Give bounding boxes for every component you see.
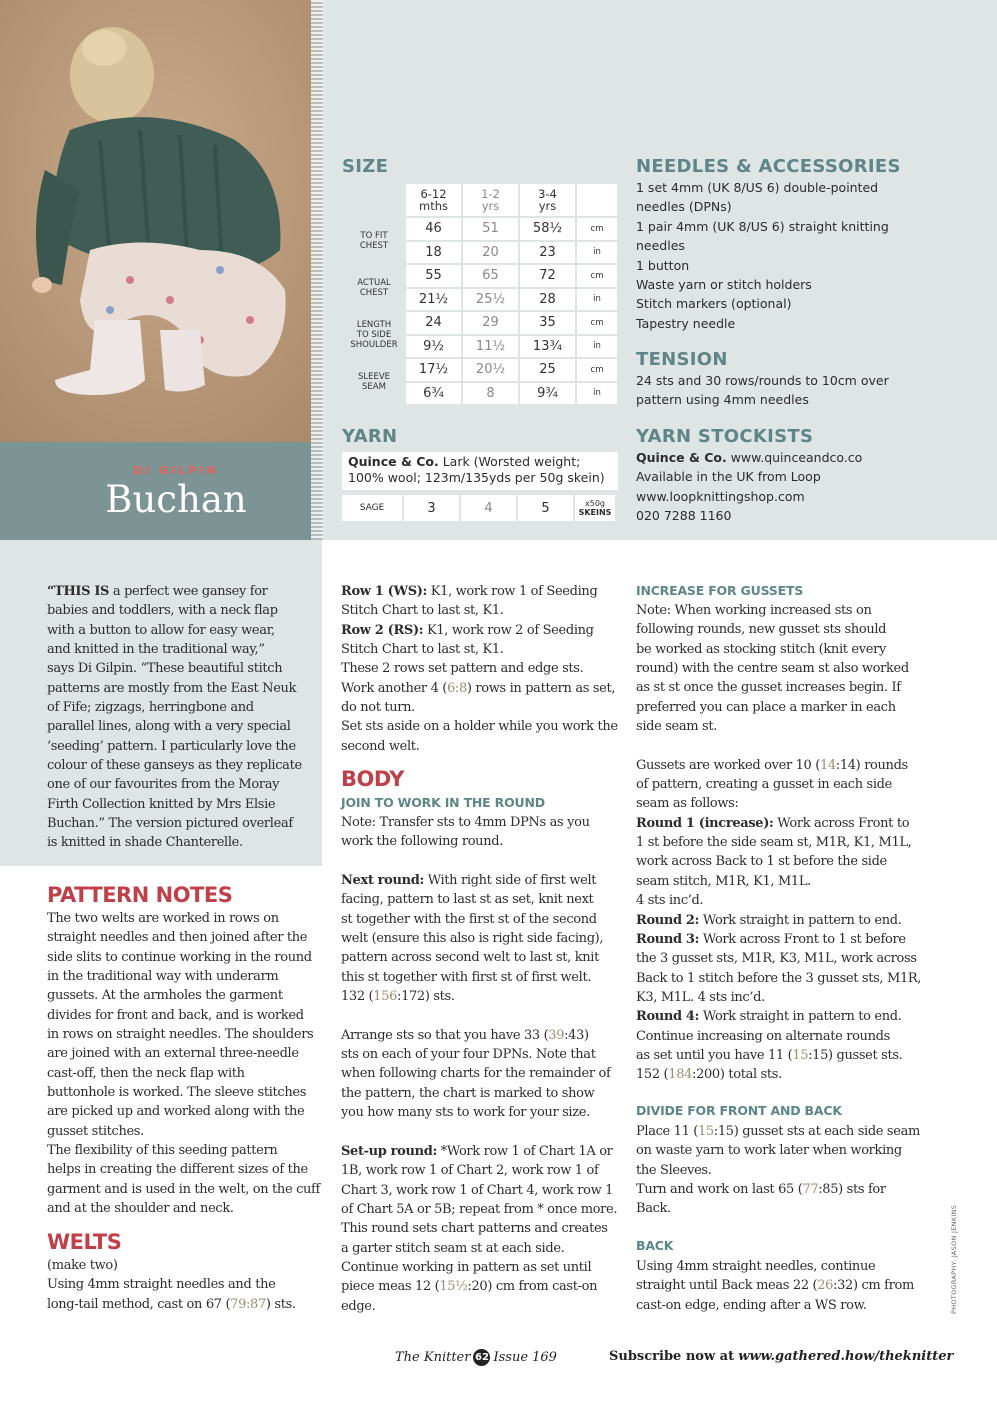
divide-heading: DIVIDE FOR FRONT AND BACK — [636, 1103, 842, 1118]
table-cell: 18 — [406, 242, 461, 264]
text-line: www.loopknittingshop.com — [636, 488, 805, 504]
size-table — [342, 182, 619, 406]
author-name: DI GILPIN — [133, 464, 219, 477]
text-line: ‘seeding’ pattern. I particularly love the — [47, 738, 296, 754]
footer-subscribe: Subscribe now at www.gathered.how/theknitter — [609, 1349, 954, 1364]
text-line: 1 st before the side seam st, M1R, K1, M1L, — [636, 835, 912, 851]
needles-heading: NEEDLES & ACCESSORIES — [636, 156, 901, 177]
text-line: K3, M1L. 4 sts inc’d. — [636, 989, 765, 1005]
table-cell: 11½ — [463, 336, 518, 358]
table-cell: 29 — [463, 312, 518, 334]
size-col-header: 6-12 mths — [406, 184, 461, 216]
tension-text — [636, 371, 926, 410]
list-item: 1 set 4mm (UK 8/US 6) double-pointed — [636, 180, 879, 195]
text-line: 152 (184:200) total sts. — [636, 1067, 782, 1083]
photo-credit: PHOTOGRAPHY: JASON JENKINS — [950, 1204, 958, 1314]
unit-cell: cm — [577, 359, 617, 381]
text-line: seam stitch, M1R, K1, M1L. — [636, 873, 811, 889]
text-line: second welt. — [341, 738, 420, 754]
text-line: as set until you have 11 (15:15) gusset sts. — [636, 1047, 903, 1063]
unit-cell: in — [577, 336, 617, 358]
join-round-heading: JOIN TO WORK IN THE ROUND — [341, 795, 545, 810]
table-cell: 55 — [406, 265, 461, 287]
text-line: you how many sts to work for your size. — [341, 1105, 590, 1121]
text-line: 1B, work row 1 of Chart 2, work row 1 of — [341, 1163, 599, 1179]
unit-cell: x50g SKEINS — [575, 495, 615, 521]
text-line: as st st once the gusset increases begin. If — [636, 680, 901, 696]
text-line: cast-off, then the neck flap with — [47, 1065, 245, 1081]
table-row — [344, 218, 617, 240]
text-line: st together with the first st of the second — [341, 911, 597, 927]
text-line: parallel lines, along with a very special — [47, 719, 291, 735]
text-line: These 2 rows set pattern and edge sts. — [341, 661, 584, 677]
text-line: following rounds, new gusset sts should — [636, 622, 887, 638]
text-line: Row 1 (WS): K1, work row 1 of Seeding — [341, 584, 598, 599]
row-label: LENGTH TO SIDE SHOULDER — [344, 312, 404, 357]
text-line: This round sets chart patterns and creates — [341, 1221, 608, 1237]
text-line: be worked as stocking stitch (knit every — [636, 641, 886, 657]
text-line: edge. — [341, 1298, 376, 1314]
text-line: a garter stitch seam st at each side. — [341, 1240, 565, 1256]
row-label: SLEEVE SEAM — [344, 359, 404, 404]
table-cell: 5 — [518, 495, 573, 521]
text-line: cast-on edge, ending after a WS row. — [636, 1297, 867, 1313]
list-item: needles (DPNs) — [636, 199, 732, 215]
text-line: Quince & Co. www.quinceandco.co — [636, 450, 863, 465]
pattern-notes-text — [47, 909, 322, 1219]
welts-heading: WELTS — [47, 1230, 122, 1254]
text-line: Row 2 (RS): K1, work row 2 of Seeding — [341, 622, 594, 638]
list-item: Waste yarn or stitch holders — [636, 277, 812, 293]
text-line: Round 4: Work straight in pattern to end. — [636, 1009, 902, 1025]
hero-photo — [0, 0, 322, 442]
text-line: 4 sts inc’d. — [636, 893, 704, 909]
table-cell: 46 — [406, 218, 461, 240]
text-line: side seam st. — [636, 719, 718, 735]
stockists-heading: YARN STOCKISTS — [636, 426, 814, 447]
text-line: Work another 4 (6:8) rows in pattern as set, — [341, 680, 616, 696]
unit-cell: cm — [577, 218, 617, 240]
text-line: when following charts for the remainder of — [341, 1066, 611, 1082]
unit-cell: cm — [577, 265, 617, 287]
text-line: Place 11 (15:15) gusset sts at each side seam — [636, 1124, 920, 1139]
size-corner-cell — [344, 184, 404, 216]
yarn-quantity-table — [340, 493, 617, 523]
text-line: Chart 3, work row 1 of Chart 4, work row 1 — [341, 1182, 614, 1198]
text-line: The flexibility of this seeding pattern — [47, 1143, 278, 1159]
list-item: Tapestry needle — [636, 315, 736, 331]
text-line: colour of these ganseys as they replicate — [47, 758, 302, 774]
text-line: helps in creating the different sizes of the — [47, 1162, 308, 1178]
text-line: side slits to continue working in the round — [47, 949, 312, 965]
tension-heading: TENSION — [636, 349, 728, 370]
table-row — [344, 312, 617, 334]
text-line: Round 2: Work straight in pattern to end. — [636, 912, 902, 928]
decorative-stitch-seam — [311, 0, 323, 540]
list-item: 1 pair 4mm (UK 8/US 6) straight knitting — [636, 218, 889, 234]
unit-cell: in — [577, 289, 617, 311]
text-line: of Fife; zigzags, herringbone and — [47, 700, 254, 716]
needles-list — [636, 178, 926, 333]
text-line: with a button to allow for easy wear, — [47, 622, 275, 638]
text-line: of pattern, creating a gusset in each side — [636, 777, 892, 793]
gussets-heading: INCREASE FOR GUSSETS — [636, 583, 804, 598]
text-line: Using 4mm straight needles, continue — [636, 1259, 876, 1274]
text-line: pattern using 4mm needles — [636, 392, 809, 408]
text-line: patterns are mostly from the East Neuk — [47, 680, 297, 696]
text-line: in rows on straight needles. The shoulders — [47, 1027, 314, 1043]
table-cell: 65 — [463, 265, 518, 287]
text-line: round) with the centre seam st also worked — [636, 661, 909, 677]
table-cell: 58½ — [520, 218, 575, 240]
page-number: 62 — [473, 1349, 490, 1366]
text-line: Set sts aside on a holder while you work the — [341, 719, 618, 735]
table-row — [342, 495, 615, 521]
row-label: ACTUAL CHEST — [344, 265, 404, 310]
text-line: the Sleeves. — [636, 1162, 712, 1178]
text-line: gussets. At the armholes the garment — [47, 988, 283, 1004]
text-line: are joined with an external three-needle — [47, 1046, 299, 1062]
table-cell: 3 — [404, 495, 459, 521]
text-line: (make two) — [47, 1258, 118, 1273]
table-cell: 21½ — [406, 289, 461, 311]
yarn-brand: Quince & Co. — [348, 454, 439, 469]
text-line: the pattern, the chart is marked to show — [341, 1085, 595, 1101]
table-cell: 9¾ — [520, 383, 575, 405]
text-line: buttonhole is worked. The sleeve stitches — [47, 1085, 307, 1101]
text-line: Back. — [636, 1201, 671, 1217]
magazine-name: The Knitter — [395, 1350, 471, 1365]
text-line: preferred you can place a marker in each — [636, 699, 896, 715]
table-cell: 72 — [520, 265, 575, 287]
table-cell: 28 — [520, 289, 575, 311]
size-unit-blank — [577, 184, 617, 216]
list-item: 1 button — [636, 257, 690, 273]
text-line: in the traditional way with underarm — [47, 969, 279, 985]
table-cell: 23 — [520, 242, 575, 264]
shade-name: SAGE — [342, 495, 402, 521]
table-cell: 6¾ — [406, 383, 461, 405]
text-line: Buchan.” The version pictured overleaf — [47, 816, 293, 832]
table-cell: 20 — [463, 242, 518, 264]
yarn-details: Lark (Worsted weight; 100% wool; 123m/135yds per 50g skein) — [348, 454, 605, 485]
text-line: welt (ensure this also is right side facing), — [341, 931, 604, 947]
column-2-text — [341, 582, 621, 756]
size-col-header: 1-2 yrs — [463, 184, 518, 216]
stockists-text — [636, 448, 926, 526]
text-line: Set-up round: *Work row 1 of Chart 1A or — [341, 1143, 613, 1159]
text-line: long-tail method, cast on 67 (79:87) sts. — [47, 1296, 296, 1312]
text-line: Gussets are worked over 10 (14:14) rounds — [636, 757, 908, 773]
text-line: on waste yarn to work later when working — [636, 1143, 902, 1159]
text-line: Using 4mm straight needles and the — [47, 1277, 276, 1293]
text-line: 020 7288 1160 — [636, 508, 732, 524]
text-line: Continue working in pattern as set until — [341, 1259, 592, 1275]
text-line: of Chart 5A or 5B; repeat from * once more. — [341, 1201, 618, 1217]
pattern-notes-heading: PATTERN NOTES — [47, 883, 233, 907]
child-photo-illustration — [0, 0, 322, 442]
divide-text — [636, 1122, 926, 1219]
subscribe-link[interactable]: www.gathered.how/theknitter — [738, 1349, 954, 1364]
text-line: is knitted in shade Chanterelle. — [47, 835, 243, 851]
text-line: Firth Collection knitted by Mrs Elsie — [47, 796, 276, 812]
column-2-body-text — [341, 813, 621, 1316]
row-label: TO FIT CHEST — [344, 218, 404, 263]
text-line: Stitch Chart to last st, K1. — [341, 603, 504, 619]
text-line: “THIS IS a perfect wee gansey for — [47, 584, 268, 599]
table-cell: 4 — [461, 495, 516, 521]
text-line: Back to 1 stitch before the 3 gusset sts, M1R, — [636, 970, 922, 986]
table-row — [344, 359, 617, 381]
text-line: Next round: With right side of first welt — [341, 873, 597, 889]
text-line: and at the shoulder and neck. — [47, 1201, 234, 1217]
text-line: work the following round. — [341, 834, 503, 850]
column-3-text — [636, 601, 926, 1085]
unit-cell: cm — [577, 312, 617, 334]
text-line: seam as follows: — [636, 796, 739, 812]
text-line: work across Back to 1 st before the side — [636, 854, 887, 870]
text-line: Round 1 (increase): Work across Front to — [636, 815, 910, 831]
footer-issue — [395, 1349, 557, 1366]
yarn-heading: YARN — [342, 426, 398, 447]
size-header-row — [344, 184, 617, 216]
text-line: Arrange sts so that you have 33 (39:43) — [341, 1027, 589, 1043]
pattern-title: Buchan — [105, 478, 247, 521]
text-line: divides for front and back, and is worked — [47, 1007, 304, 1023]
table-row — [344, 265, 617, 287]
text-line: and knitted in the traditional way,” — [47, 642, 265, 658]
text-line: 132 (156:172) sts. — [341, 989, 455, 1005]
text-line: Available in the UK from Loop — [636, 469, 821, 485]
yarn-description — [342, 452, 618, 490]
body-heading: BODY — [341, 767, 404, 791]
size-col-header: 3-4 yrs — [520, 184, 575, 216]
text-line: Note: Transfer sts to 4mm DPNs as you — [341, 815, 590, 830]
text-line: says Di Gilpin. “These beautiful stitch — [47, 661, 283, 677]
list-item: Stitch markers (optional) — [636, 296, 792, 312]
text-line: Stitch Chart to last st, K1. — [341, 642, 504, 658]
text-line: Turn and work on last 65 (77:85) sts for — [636, 1182, 886, 1198]
text-line: facing, pattern to last st as set, knit next — [341, 892, 594, 908]
text-line: sts on each of your four DPNs. Note that — [341, 1047, 596, 1063]
text-line: Round 3: Work across Front to 1 st before — [636, 931, 906, 947]
text-line: 24 sts and 30 rows/rounds to 10cm over — [636, 373, 889, 388]
text-line: this st together with first st of first welt. — [341, 969, 592, 985]
table-cell: 51 — [463, 218, 518, 240]
table-cell: 8 — [463, 383, 518, 405]
unit-cell: in — [577, 383, 617, 405]
list-item: needles — [636, 238, 685, 254]
text-line: garment and is used in the welt, on the cuff — [47, 1181, 320, 1197]
text-line: straight needles and then joined after the — [47, 930, 308, 946]
issue-number: Issue 169 — [493, 1350, 557, 1365]
size-heading: SIZE — [342, 156, 389, 177]
intro-text — [47, 582, 317, 853]
text-line: Note: When working increased sts on — [636, 603, 872, 618]
text-line: Continue increasing on alternate rounds — [636, 1028, 890, 1044]
text-line: do not turn. — [341, 700, 415, 716]
table-cell: 17½ — [406, 359, 461, 381]
text-line: piece meas 12 (15½:20) cm from cast-on — [341, 1279, 598, 1295]
text-line: the 3 gusset sts, M1R, K3, M1L, work across — [636, 951, 917, 967]
text-line: one of our favourites from the Moray — [47, 777, 280, 793]
welts-text — [47, 1256, 322, 1314]
text-line: straight until Back meas 22 (26:32) cm from — [636, 1278, 914, 1294]
text-line: gusset stitches. — [47, 1123, 144, 1139]
table-cell: 13¾ — [520, 336, 575, 358]
table-cell: 25½ — [463, 289, 518, 311]
table-cell: 25 — [520, 359, 575, 381]
back-heading: BACK — [636, 1238, 674, 1253]
table-cell: 35 — [520, 312, 575, 334]
table-cell: 24 — [406, 312, 461, 334]
text-line: are picked up and worked along with the — [47, 1104, 305, 1120]
text-line: pattern across second welt to last st, knit — [341, 950, 599, 966]
back-text — [636, 1257, 926, 1315]
text-line: babies and toddlers, with a neck flap — [47, 603, 278, 619]
table-cell: 20½ — [463, 359, 518, 381]
table-cell: 9½ — [406, 336, 461, 358]
text-line: The two welts are worked in rows on — [47, 911, 279, 926]
unit-cell: in — [577, 242, 617, 264]
